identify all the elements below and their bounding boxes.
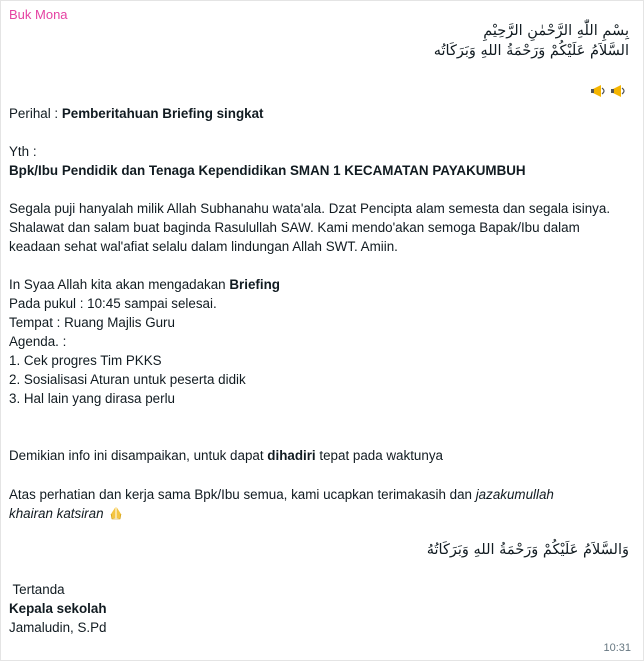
- signer-name: Jamaludin, S.Pd: [9, 620, 107, 635]
- event-line: [9, 275, 280, 294]
- yth-label: Yth :: [9, 144, 37, 159]
- intro-line-3: keadaan sehat wal'afiat selalu dalam lindungan Allah SWT. Amiin.: [9, 239, 398, 254]
- event-name: Briefing: [229, 277, 280, 292]
- closing-prefix: Demikian info ini disampaikan, untuk dapat: [9, 448, 268, 463]
- perihal-label: Perihal :: [9, 106, 62, 121]
- place-line: Tempat : Ruang Majlis Guru: [9, 315, 175, 330]
- closing-line: [9, 446, 443, 465]
- thanks-line-2: [9, 504, 123, 523]
- thanks-line-1: [9, 485, 554, 504]
- folded-hands-icon: [109, 506, 123, 520]
- thanks-italic-1: jazakumullah: [475, 487, 554, 502]
- emoji-row: [591, 84, 629, 98]
- closing-suffix: tepat pada waktunya: [315, 448, 443, 463]
- signoff-line: Tertanda: [9, 582, 65, 597]
- intro-line-2: Shalawat dan salam buat baginda Rasulullah SAW. Kami mendo'akan semoga Bapak/Ibu dalam: [9, 220, 580, 235]
- time-line: Pada pukul : 10:45 sampai selesai.: [9, 296, 217, 311]
- closing-bold: dihadiri: [267, 448, 316, 463]
- thanks-prefix: Atas perhatian dan kerja sama Bpk/Ibu semua, kami ucapkan terimakasih dan: [9, 487, 476, 502]
- megaphone-icon: [591, 84, 609, 98]
- agenda-item: 2. Sosialisasi Aturan untuk peserta didik: [9, 372, 246, 387]
- perihal-value: Pemberitahuan Briefing singkat: [61, 106, 264, 121]
- agenda-label: Agenda. :: [9, 334, 67, 349]
- intro-line-1: Segala puji hanyalah milik Allah Subhanahu wata'ala. Dzat Pencipta alam semesta dan segala isinya.: [9, 201, 611, 216]
- signer-title: Kepala sekolah: [9, 601, 107, 616]
- agenda-item: 3. Hal lain yang dirasa perlu: [9, 391, 175, 406]
- perihal-line: [9, 104, 264, 123]
- sender-name[interactable]: Buk Mona: [9, 7, 68, 22]
- salam-opening-text: السَّلاَمُ عَلَيْكُمْ وَرَحْمَةُ اللهِ وَبَرَكَاتُه: [433, 43, 629, 59]
- thanks-italic-2: khairan katsiran: [9, 506, 104, 521]
- recipient-line: Bpk/Ibu Pendidik dan Tenaga Kependidikan SMAN 1 KECAMATAN PAYAKUMBUH: [9, 163, 526, 178]
- event-prefix: In Syaa Allah kita akan mengadakan: [9, 277, 230, 292]
- message-timestamp: 10:31: [603, 642, 631, 654]
- agenda-item: 1. Cek progres Tim PKKS: [9, 353, 162, 368]
- salam-closing-text: وَالسَّلاَمُ عَلَيْكُمْ وَرَحْمَةُ اللهِ وَبَرَكَاتُهُ: [426, 542, 629, 558]
- basmala-text: بِسْمِ اللّٰهِ الرَّحْمٰنِ الرَّحِيْمِ: [483, 23, 629, 39]
- megaphone-icon: [611, 84, 629, 98]
